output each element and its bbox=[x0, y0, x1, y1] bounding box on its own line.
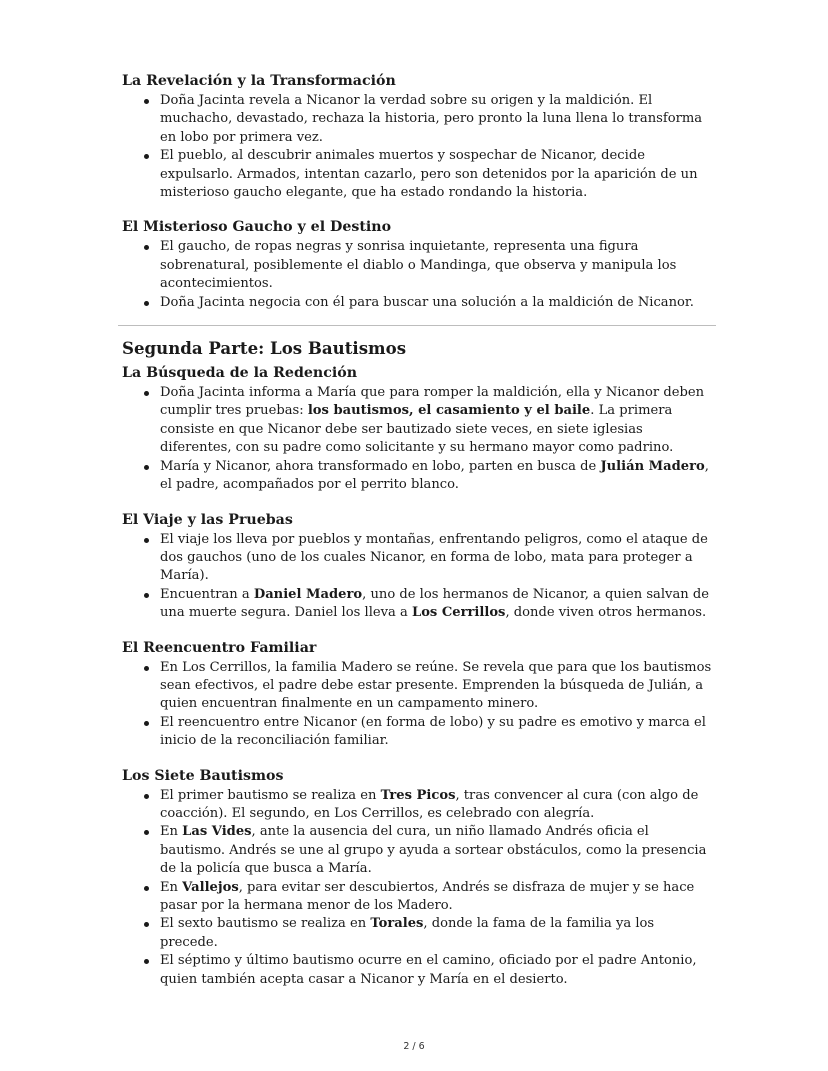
text-segment: El viaje los lleva por pueblos y montañas, enfrentando peligros, como el ataque de dos gauchos (uno de los cuales Nicanor, en forma de lobo, mata para proteger a María). bbox=[160, 531, 708, 584]
text-segment: , donde viven otros hermanos. bbox=[505, 605, 707, 621]
text-segment: En bbox=[160, 879, 183, 895]
text-segment: En Los Cerrillos, la familia Madero se reúne. Se revela que para que los bautismos sean efectivos, el padre debe estar presente. Emprenden la búsqueda de Julián, a quien encuentran finalmente en un campamento minero. bbox=[160, 659, 712, 712]
bold-text: Las Vides bbox=[182, 824, 252, 840]
bullet-list bbox=[122, 238, 712, 312]
text-segment: , tras convencer al cura (con algo de coacción). El segundo, en Los Cerrillos, es celebrado con alegría. bbox=[160, 787, 699, 821]
bullet-list bbox=[122, 787, 712, 989]
section-heading: La Búsqueda de la Redención bbox=[122, 365, 358, 382]
page-number: 2 / 6 bbox=[403, 1041, 425, 1052]
list-item bbox=[160, 787, 712, 824]
list-item bbox=[160, 586, 712, 623]
section-heading: Los Siete Bautismos bbox=[122, 767, 284, 784]
list-item bbox=[160, 879, 712, 916]
text-segment: El reencuentro entre Nicanor (en forma de lobo) y su padre es emotivo y marca el inicio de la reconciliación familiar. bbox=[160, 714, 706, 749]
text-segment: El séptimo y último bautismo ocurre en el camino, oficiado por el padre Antonio, quien también acepta casar a Nicanor y María en el desierto. bbox=[160, 953, 697, 987]
bullet-list bbox=[122, 659, 712, 751]
text-segment: El primer bautismo se realiza en bbox=[160, 787, 381, 803]
text-segment: , uno de los hermanos de Nicanor, a quien salvan de una muerte segura. Daniel los lleva a bbox=[160, 586, 709, 621]
bold-text: Torales bbox=[370, 916, 424, 932]
bullet-list bbox=[122, 384, 712, 494]
text-segment: El pueblo, al descubrir animales muertos y sospechar de Nicanor, decide expulsarlo. Armados, intentan cazarlo, pero son detenidos por la aparición de un misterioso gaucho elegante, que ha estado rondando la historia. bbox=[160, 148, 698, 201]
section-heading: La Revelación y la Transformación bbox=[122, 73, 396, 89]
bold-text: Los Cerrillos bbox=[411, 605, 506, 621]
bullet-list bbox=[122, 531, 712, 623]
text-segment: , donde la fama de la familia ya los precede. bbox=[160, 916, 655, 950]
bullet-list bbox=[122, 92, 712, 202]
list-item bbox=[160, 238, 712, 293]
bold-text: los bautismos, el casamiento y el baile bbox=[307, 403, 591, 419]
bold-text: Tres Picos bbox=[380, 787, 456, 803]
list-item bbox=[160, 294, 712, 312]
list-item bbox=[160, 531, 712, 586]
section-heading: El Reencuentro Familiar bbox=[122, 639, 317, 656]
text-segment: En bbox=[160, 824, 183, 840]
list-item bbox=[160, 915, 712, 952]
text-segment: Doña Jacinta revela a Nicanor la verdad sobre su origen y la maldición. El muchacho, devastado, rechaza la historia, pero pronto la luna llena lo transforma en lobo por primera vez. bbox=[160, 93, 703, 145]
list-item bbox=[160, 147, 712, 202]
bold-text: Julián Madero bbox=[600, 458, 705, 474]
list-item bbox=[160, 823, 712, 878]
text-segment: El gaucho, de ropas negras y sonrisa inquietante, representa una figura sobrenatural, posiblemente el diablo o Mandinga, que observa y manipula los acontecimientos. bbox=[160, 239, 677, 292]
list-item bbox=[160, 659, 712, 714]
bold-text: Vallejos bbox=[182, 879, 239, 895]
section-heading: El Misterioso Gaucho y el Destino bbox=[122, 219, 392, 236]
text-segment: El sexto bautismo se realiza en bbox=[160, 916, 371, 932]
text-segment: Doña Jacinta negocia con él para buscar una solución a la maldición de Nicanor. bbox=[160, 294, 694, 310]
text-segment: , ante la ausencia del cura, un niño llamado Andrés oficia el bautismo. Andrés se une al grupo y ayuda a sortear obstáculos, como la presencia de la policía que busca a María. bbox=[160, 824, 707, 877]
text-segment: , el padre, acompañados por el perrito blanco. bbox=[160, 458, 709, 493]
section-heading: El Viaje y las Pruebas bbox=[122, 511, 293, 528]
list-item bbox=[160, 384, 712, 458]
text-segment: Doña Jacinta informa a María que para romper la maldición, ella y Nicanor deben cumplir tres pruebas: bbox=[160, 385, 705, 419]
list-item bbox=[160, 952, 712, 989]
text-segment: , para evitar ser descubiertos, Andrés se disfraza de mujer y se hace pasar por la hermana menor de los Madero. bbox=[160, 879, 695, 913]
list-item bbox=[160, 92, 712, 147]
text-segment: . La primera consiste en que Nicanor debe ser bautizado siete veces, en siete iglesias diferentes, con su padre como solicitante y su hermano mayor como padrino. bbox=[160, 403, 674, 456]
part-title: Segunda Parte: Los Bautismos bbox=[122, 338, 407, 359]
document-content bbox=[122, 72, 712, 1005]
bold-text: Daniel Madero bbox=[253, 586, 363, 602]
section-divider bbox=[118, 325, 716, 326]
list-item bbox=[160, 714, 712, 751]
list-item bbox=[160, 458, 712, 495]
text-segment: María y Nicanor, ahora transformado en lobo, parten en busca de bbox=[160, 458, 601, 474]
text-segment: Encuentran a bbox=[160, 586, 254, 602]
